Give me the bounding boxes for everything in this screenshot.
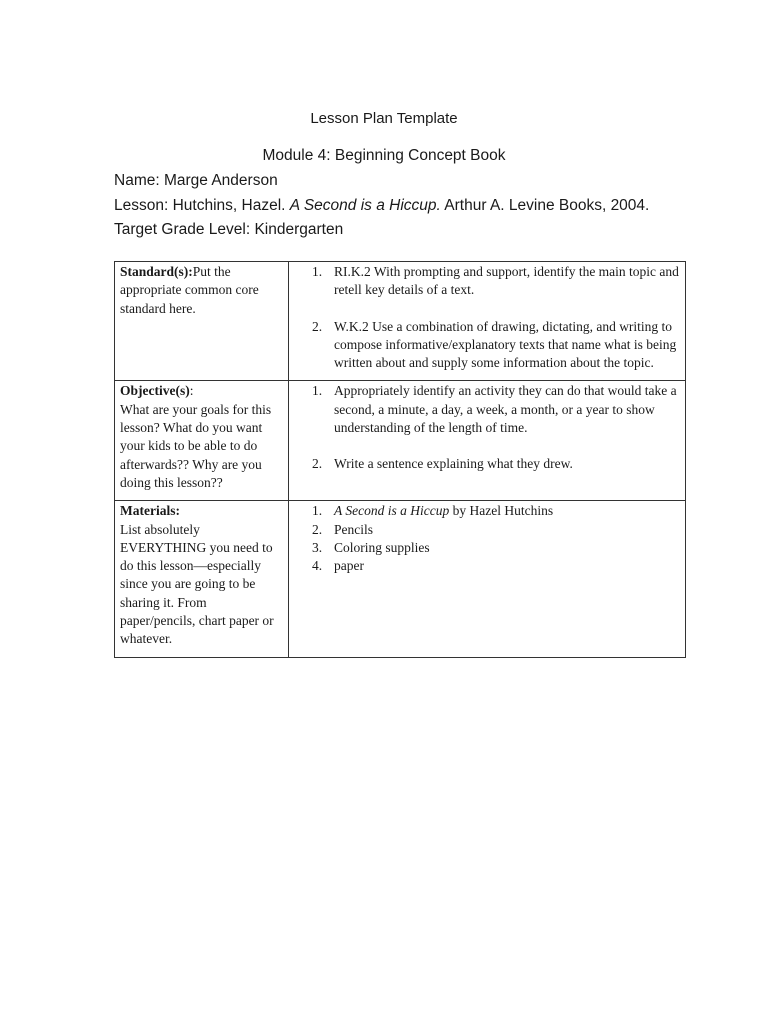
- standards-label: Standard(s):: [120, 264, 193, 279]
- materials-label-cell: [115, 501, 289, 657]
- list-item: [294, 539, 680, 557]
- list-item: [294, 557, 680, 575]
- list-item: [294, 455, 680, 473]
- list-item: [294, 382, 680, 437]
- list-text: Appropriately identify an activity they can do that would take a second, a minute, a day, a week, a month, or a year to show understanding of the length of time.: [334, 383, 677, 436]
- objectives-prompt: What are your goals for this lesson? What do you want your kids to be able to do afterwards?? Why are you doing this lesson??: [120, 401, 272, 490]
- page-title: Lesson Plan Template: [310, 110, 458, 127]
- target-grade-level: Target Grade Level: Kindergarten: [114, 221, 344, 238]
- materials-list: [294, 502, 680, 575]
- lesson-suffix: Arthur A. Levine Books, 2004.: [440, 197, 650, 214]
- list-text: Coloring supplies: [334, 539, 430, 555]
- list-text: RI.K.2 With prompting and support, identify the main topic and retell key details of a text.: [334, 264, 679, 298]
- lesson-prefix: Lesson: Hutchins, Hazel.: [114, 197, 290, 214]
- list-number: 3.: [312, 539, 323, 555]
- objectives-colon: :: [189, 383, 194, 399]
- objectives-label-cell: [115, 381, 289, 501]
- list-number: 2.: [312, 456, 323, 472]
- standards-row: [115, 262, 686, 381]
- objectives-list: [294, 382, 680, 473]
- lesson-book-title: A Second is a Hiccup.: [289, 197, 441, 214]
- list-number: 1.: [312, 383, 323, 399]
- lesson-plan-table: [114, 261, 686, 658]
- materials-label: Materials:: [120, 503, 180, 519]
- objectives-content-cell: [289, 381, 686, 501]
- standards-prompt: Put the appropriate common core standard here.: [120, 264, 259, 316]
- list-number: 2.: [312, 318, 323, 334]
- list-item: [294, 263, 680, 300]
- material-book-title: A Second is a Hiccup: [334, 503, 450, 519]
- list-item: [294, 318, 680, 373]
- standards-label-cell: [115, 262, 289, 381]
- list-number: 4.: [312, 558, 323, 574]
- lesson-citation: [114, 197, 649, 215]
- list-text: Write a sentence explaining what they drew.: [334, 456, 573, 472]
- list-text: Pencils: [334, 521, 373, 537]
- list-text: paper: [334, 558, 364, 574]
- list-item: [294, 502, 680, 520]
- objectives-row: [115, 381, 686, 501]
- list-text: W.K.2 Use a combination of drawing, dictating, and writing to compose informative/explanatory texts that name what is being written about and supply some information about the topic.: [334, 318, 677, 371]
- standards-list: [294, 263, 680, 372]
- list-number: 1.: [312, 503, 323, 519]
- objectives-label: Objective(s): [120, 383, 190, 399]
- list-text: by Hazel Hutchins: [449, 503, 554, 519]
- list-number: 2.: [312, 521, 323, 537]
- standards-content-cell: [289, 262, 686, 381]
- list-item: [294, 521, 680, 539]
- list-number: 1.: [312, 264, 323, 279]
- teacher-name: Name: Marge Anderson: [114, 172, 278, 189]
- materials-prompt: List absolutely EVERYTHING you need to do this lesson—especially since you are going to be sharing it. From paper/pencils, chart paper or whatever.: [120, 521, 274, 647]
- materials-content-cell: [289, 501, 686, 657]
- module-heading: Module 4: Beginning Concept Book: [262, 147, 506, 164]
- materials-row: [115, 501, 686, 657]
